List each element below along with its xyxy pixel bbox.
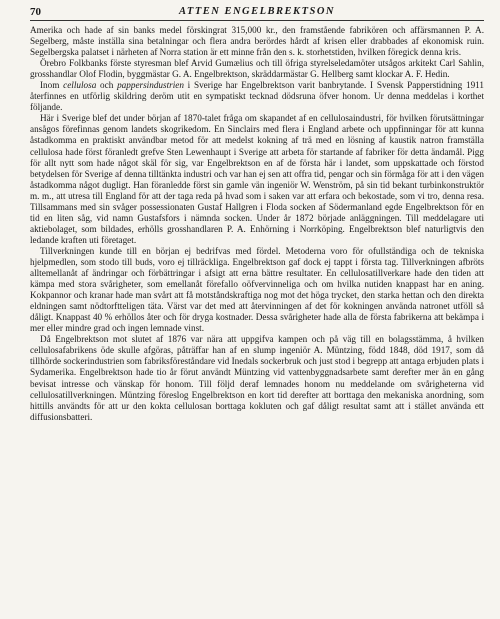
body-text bbox=[30, 25, 484, 423]
italic-term: cellulosa bbox=[63, 80, 97, 91]
paragraph-text: i Sverige har Engelbrektson varit banbrytande. I Svensk Papperstidning 1911 återfinnes en utförlig skildring deröm utit en sympatiskt tecknad dödsruna öfver honom. Ur denna meddelas i korthet följande. bbox=[30, 80, 485, 113]
paragraph-text: Då Engelbrektson mot slutet af 1876 var nära att uppgifva kampen och på väg till en bolagsstämma, å hvilken cellulosafabrikens öde skulle afgöras, påträffar han af en slump ingeniör A. Müntzing, född 1848, död 1917, som då tillhörde sockerindustrien som fabriksföreståndare vid Inedals sockerbruk och just stod i begrepp att antaga erbjuden plats i Sydamerika. Engelbrektson hade tio år förut användt Müntzing vid vattenbyggnadsarbete samt derefter mer än en gång bevisat intresse och vänskap för honom. Till följd deraf lemnades honom nu meddelande om svårigheterna vid cellulosatillverkningen. Müntzing föreslog Engelbrektson en kort tid derefter att borttaga den mekaniska anordning, som hittills användts för att ur den kokta cellulosan borttaga kokluten och gaf dåligt resultat samt att i stället använda ett diffusionsbatteri. bbox=[30, 334, 484, 422]
paragraph bbox=[30, 58, 484, 80]
paragraph-text: Örebro Folkbanks förste styresman blef Arvid Gumælius och till öfriga styrelseledamöter utsågos arkitekt Carl Sahlin, grosshandlar Olof Flodin, byggmästar G. A. Engelbrektson, skräddarmästar G. Hellberg samt klockar A. F. Hedin. bbox=[30, 58, 484, 80]
page-header bbox=[30, 6, 484, 21]
paragraph bbox=[30, 334, 484, 422]
page-number: 70 bbox=[30, 6, 41, 18]
paragraph bbox=[30, 25, 484, 58]
paragraph-text: och bbox=[96, 80, 118, 91]
running-head: ATTEN ENGELBREKTSON bbox=[179, 6, 335, 17]
italic-term: pappersindustrien bbox=[117, 80, 184, 91]
paragraph-text: Inom bbox=[40, 80, 64, 91]
paragraph-text: Tillverkningen kunde till en början ej bedrifvas med fördel. Metoderna voro för ofullständiga och de tekniska hjelpmedlen, som stodo till buds, voro ej tillräckliga. Engelbrektson gaf dock ej tappt i första tag. Tillverkningen afbröts alltemellanåt af ändringar och förbättringar i afsigt att erna bättre resultater. En cellulosatillverkare hade den tiden att kämpa med stora svårigheter, som emellanåt förefallo oöfvervinneliga och om hvilka nutiden knappast har en aning. Kokpannor och kranar hade man svårt att få motståndskraftiga nog mot det höga trycket, den starka hettan och den direkta eldningen samt nödtorftteligen täta. Värst var det med att återvinningen af det för kokningen använda natronet utföll så dåligt. Knappast 40 % erhöllos åter och för dryga kostnader. Dessa svårigheter hade alla de första fabrikerna att bekämpa i mer eller mindre grad och ingen lemnade vinst. bbox=[30, 245, 484, 334]
paragraph-text: Amerika och hade af sin banks medel förskingrat 315,000 kr., den framstående fabrikören och affärsmannen P. A. Segelberg, måste inställa sina betalningar och flera andra berördes hårdt af krisen eller drabbades af ekonomisk ruin. Segelbergska palatset i närheten af Norra station är ett minne från den s. k. storhetstiden, hvilken föregick denna kris. bbox=[30, 25, 484, 58]
paragraph bbox=[30, 246, 484, 334]
paragraph bbox=[30, 113, 484, 246]
paragraph bbox=[30, 80, 484, 113]
paragraph-text: Här i Sverige blef det under början af 1870-talet fråga om skapandet af en cellulosaindustri, för hvilken förutsättningar ansågos förefinnas genom landets skogrikedom. En Sinclairs med flera i England arbete och uppfinningar för att kunna åstadkomma en praktiskt användbar metod för att medelst kokning af trä med en lösning af kaustik natron framställa cellulosa hade först föranledt grefve Sten Lewenhaupt i Sverige att arbeta för startande af fabriker för detta ändamål. Pigg för allt nytt som hade något skäl för sig, var Engelbrektson en af de första här i landet, som uppskattade och förstod betydelsen för Sverige af denna tilltänkta industri och var han ej sen att offra tid, pengar och sin förmåga för att i den vägen åstadkomma något dugligt. Han föranledde först sin gamle vän ingeniör W. Wenström, på sin tid bekant turbinkonstruktör m. m., att utresa till England för att der taga reda på hvad som i saken var att erfara och bekostade, som vi tro, denna resa. Tillsammans med sin svåger possessionaten Gustaf Hallgren i Floda socken af Södermanland egde Engelbrektson för en tid en liten såg, vid namn Gustafsfors i nämnda socken. Under år 1872 började anläggningen. Till meddelagare uti aktiebolaget, som bildades, erhölls grosshandlaren P. A. Enhörning i Norrköping. Engelbrektson blef naturligtvis den ledande kraften uti företaget. bbox=[30, 113, 484, 245]
